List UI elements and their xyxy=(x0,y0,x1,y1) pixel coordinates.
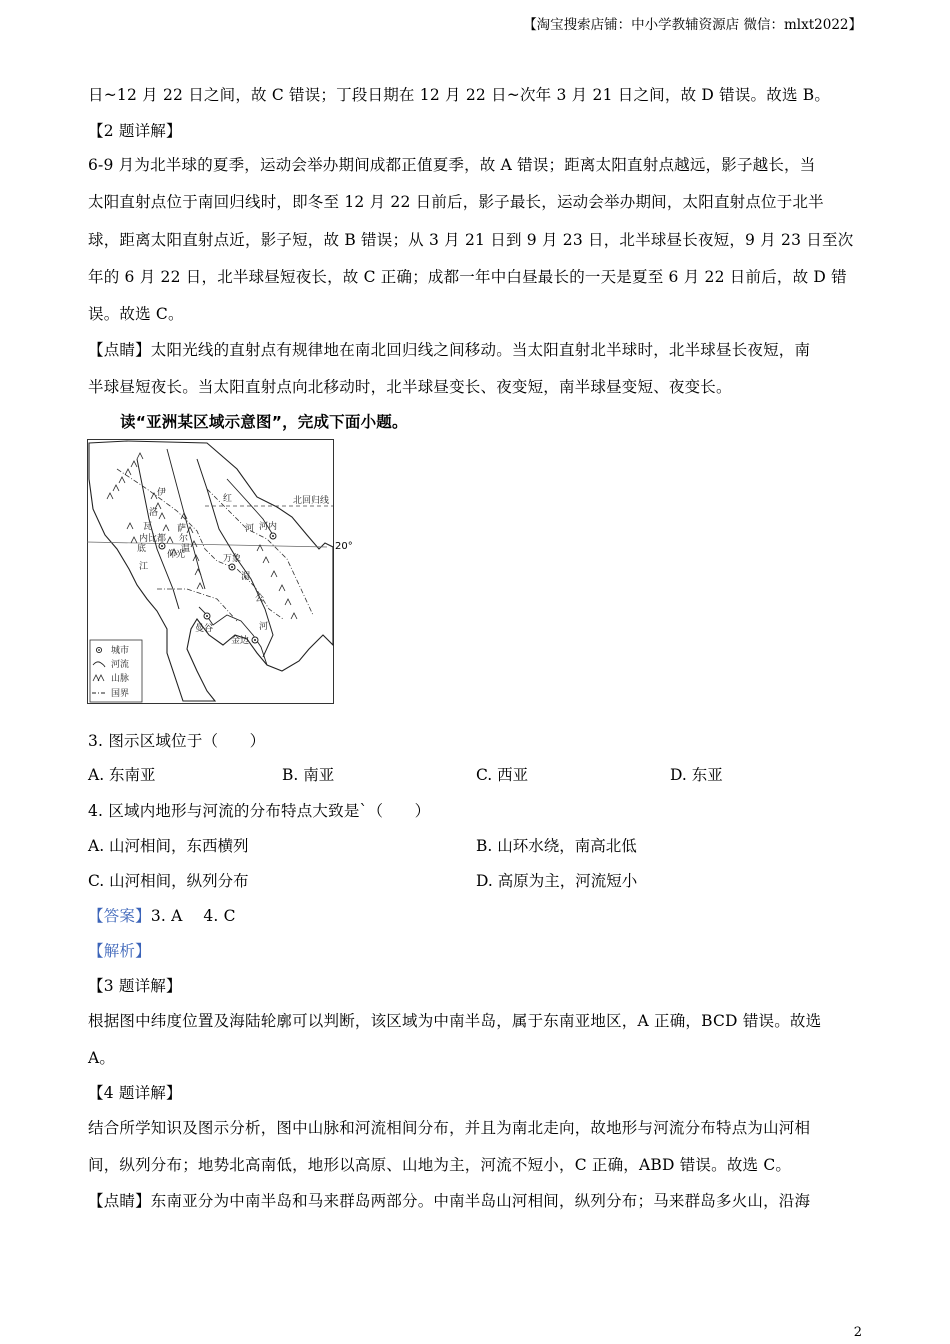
label-tropic: 北回归线 xyxy=(293,496,330,506)
paragraph: 年的 6 月 22 日，北半球昼短夜长，故 C 正确；成都一年中白昼最长的一天是夏至 6 月 22 日前后，故 D 错 xyxy=(88,268,847,286)
option-a: A. 山河相间，东西横列 xyxy=(88,837,249,855)
question-3-stem: 3. 图示区域位于（ ） xyxy=(88,732,266,750)
label-naypyidaw: 内比都 xyxy=(139,534,167,544)
paragraph: 结合所学知识及图示分析，图中山脉和河流相间分布，并且为南北走向，故地形与河流分布特点为山河相 xyxy=(88,1119,811,1137)
answer-tag: 【答案】 xyxy=(88,907,151,925)
option-b: B. 南亚 xyxy=(282,766,335,784)
option-d: D. 高原为主，河流短小 xyxy=(476,872,638,890)
question-4-options-row2 xyxy=(88,869,868,893)
label-bangkok: 曼谷 xyxy=(195,624,214,634)
label-wa: 瓦 xyxy=(143,522,153,532)
asia-region-map xyxy=(87,439,334,704)
label-jiang: 江 xyxy=(139,562,149,572)
label-mei: 湄 xyxy=(241,572,251,582)
section-heading-q2: 【2 题详解】 xyxy=(88,122,182,140)
answer-line xyxy=(88,904,236,926)
tip-paragraph: 【点睛】东南亚分为中南半岛和马来群岛两部分。中南半岛山河相间，纵列分布；马来群岛多火山，沿海 xyxy=(88,1192,811,1210)
label-hanoi: 河内 xyxy=(259,522,278,532)
label-latitude-20: 20° xyxy=(335,541,353,552)
label-gong: 公 xyxy=(255,594,265,604)
label-er: 尔 xyxy=(179,534,189,544)
question-intro: 读“亚洲某区域示意图”，完成下面小题。 xyxy=(120,413,408,431)
label-sa: 萨 xyxy=(177,524,187,534)
question-4-stem: 4. 区域内地形与河流的分布特点大致是`（ ） xyxy=(88,802,431,820)
header-shop-info: 【淘宝搜索店铺：中小学教辅资源店 微信：mlxt2022】 xyxy=(523,17,862,33)
paragraph: 球，距离太阳直射点近，影子短，故 B 错误；从 3 月 21 日到 9 月 23 日，北半球昼长夜短，9 月 23 日至次 xyxy=(88,231,854,249)
label-wen: 温 xyxy=(181,544,191,554)
label-yi: 伊 xyxy=(157,488,167,498)
tip-paragraph: 半球昼短夜长。当太阳直射点向北移动时，北半球昼变长、夜变短，南半球昼变短、夜变长。 xyxy=(88,378,732,396)
paragraph: 根据图中纬度位置及海陆轮廓可以判断，该区域为中南半岛，属于东南亚地区，A 正确，BCD 错误。故选 xyxy=(88,1012,822,1030)
label-phnompenh: 金边 xyxy=(231,636,250,646)
page-number: 2 xyxy=(853,1325,862,1340)
legend-label-city: 城市 xyxy=(111,646,130,656)
section-heading-q3: 【3 题详解】 xyxy=(88,977,182,995)
label-luo: 洛 xyxy=(149,508,159,518)
section-heading-q4: 【4 题详解】 xyxy=(88,1084,182,1102)
analysis-tag: 【解析】 xyxy=(88,942,151,960)
legend-label-mountain: 山脉 xyxy=(111,674,130,684)
option-a: A. 东南亚 xyxy=(88,766,156,784)
legend-label-border: 国界 xyxy=(111,689,130,699)
question-4-options-row1 xyxy=(88,834,868,858)
answer-text: 3. A 4. C xyxy=(150,907,236,925)
paragraph: 间，纵列分布；地势北高南低，地形以高原、山地为主，河流不短小，C 正确，ABD 错误。故选 C。 xyxy=(88,1156,792,1174)
label-yangon: 仰光 xyxy=(167,550,186,560)
option-c: C. 西亚 xyxy=(476,766,529,784)
label-he: 河 xyxy=(245,524,255,534)
paragraph: 误。故选 C。 xyxy=(88,305,184,323)
tip-paragraph: 【点睛】太阳光线的直射点有规律地在南北回归线之间移动。当太阳直射北半球时，北半球昼长夜短，南 xyxy=(88,341,811,359)
option-d: D. 东亚 xyxy=(670,766,723,784)
option-c: C. 山河相间，纵列分布 xyxy=(88,872,249,890)
label-di: 底 xyxy=(137,544,147,554)
paragraph: 太阳直射点位于南回归线时，即冬至 12 月 22 日前后，影子最长，运动会举办期间，太阳直射点位于北半 xyxy=(88,193,824,211)
label-hong: 红 xyxy=(223,494,233,504)
paragraph: 日~12 月 22 日之间，故 C 错误；丁段日期在 12 月 22 日~次年 3 月 21 日之间，故 D 错误。故选 B。 xyxy=(88,86,831,104)
legend-label-river: 河流 xyxy=(111,660,130,670)
paragraph: 6-9 月为北半球的夏季，运动会举办期间成都正值夏季，故 A 错误；距离太阳直射点越远，影子越长，当 xyxy=(88,156,816,174)
paragraph: A。 xyxy=(88,1049,116,1067)
label-vientiane: 万象 xyxy=(223,554,242,564)
option-b: B. 山环水绕，南高北低 xyxy=(476,837,637,855)
label-he2: 河 xyxy=(259,622,269,632)
question-3-options xyxy=(88,763,868,787)
